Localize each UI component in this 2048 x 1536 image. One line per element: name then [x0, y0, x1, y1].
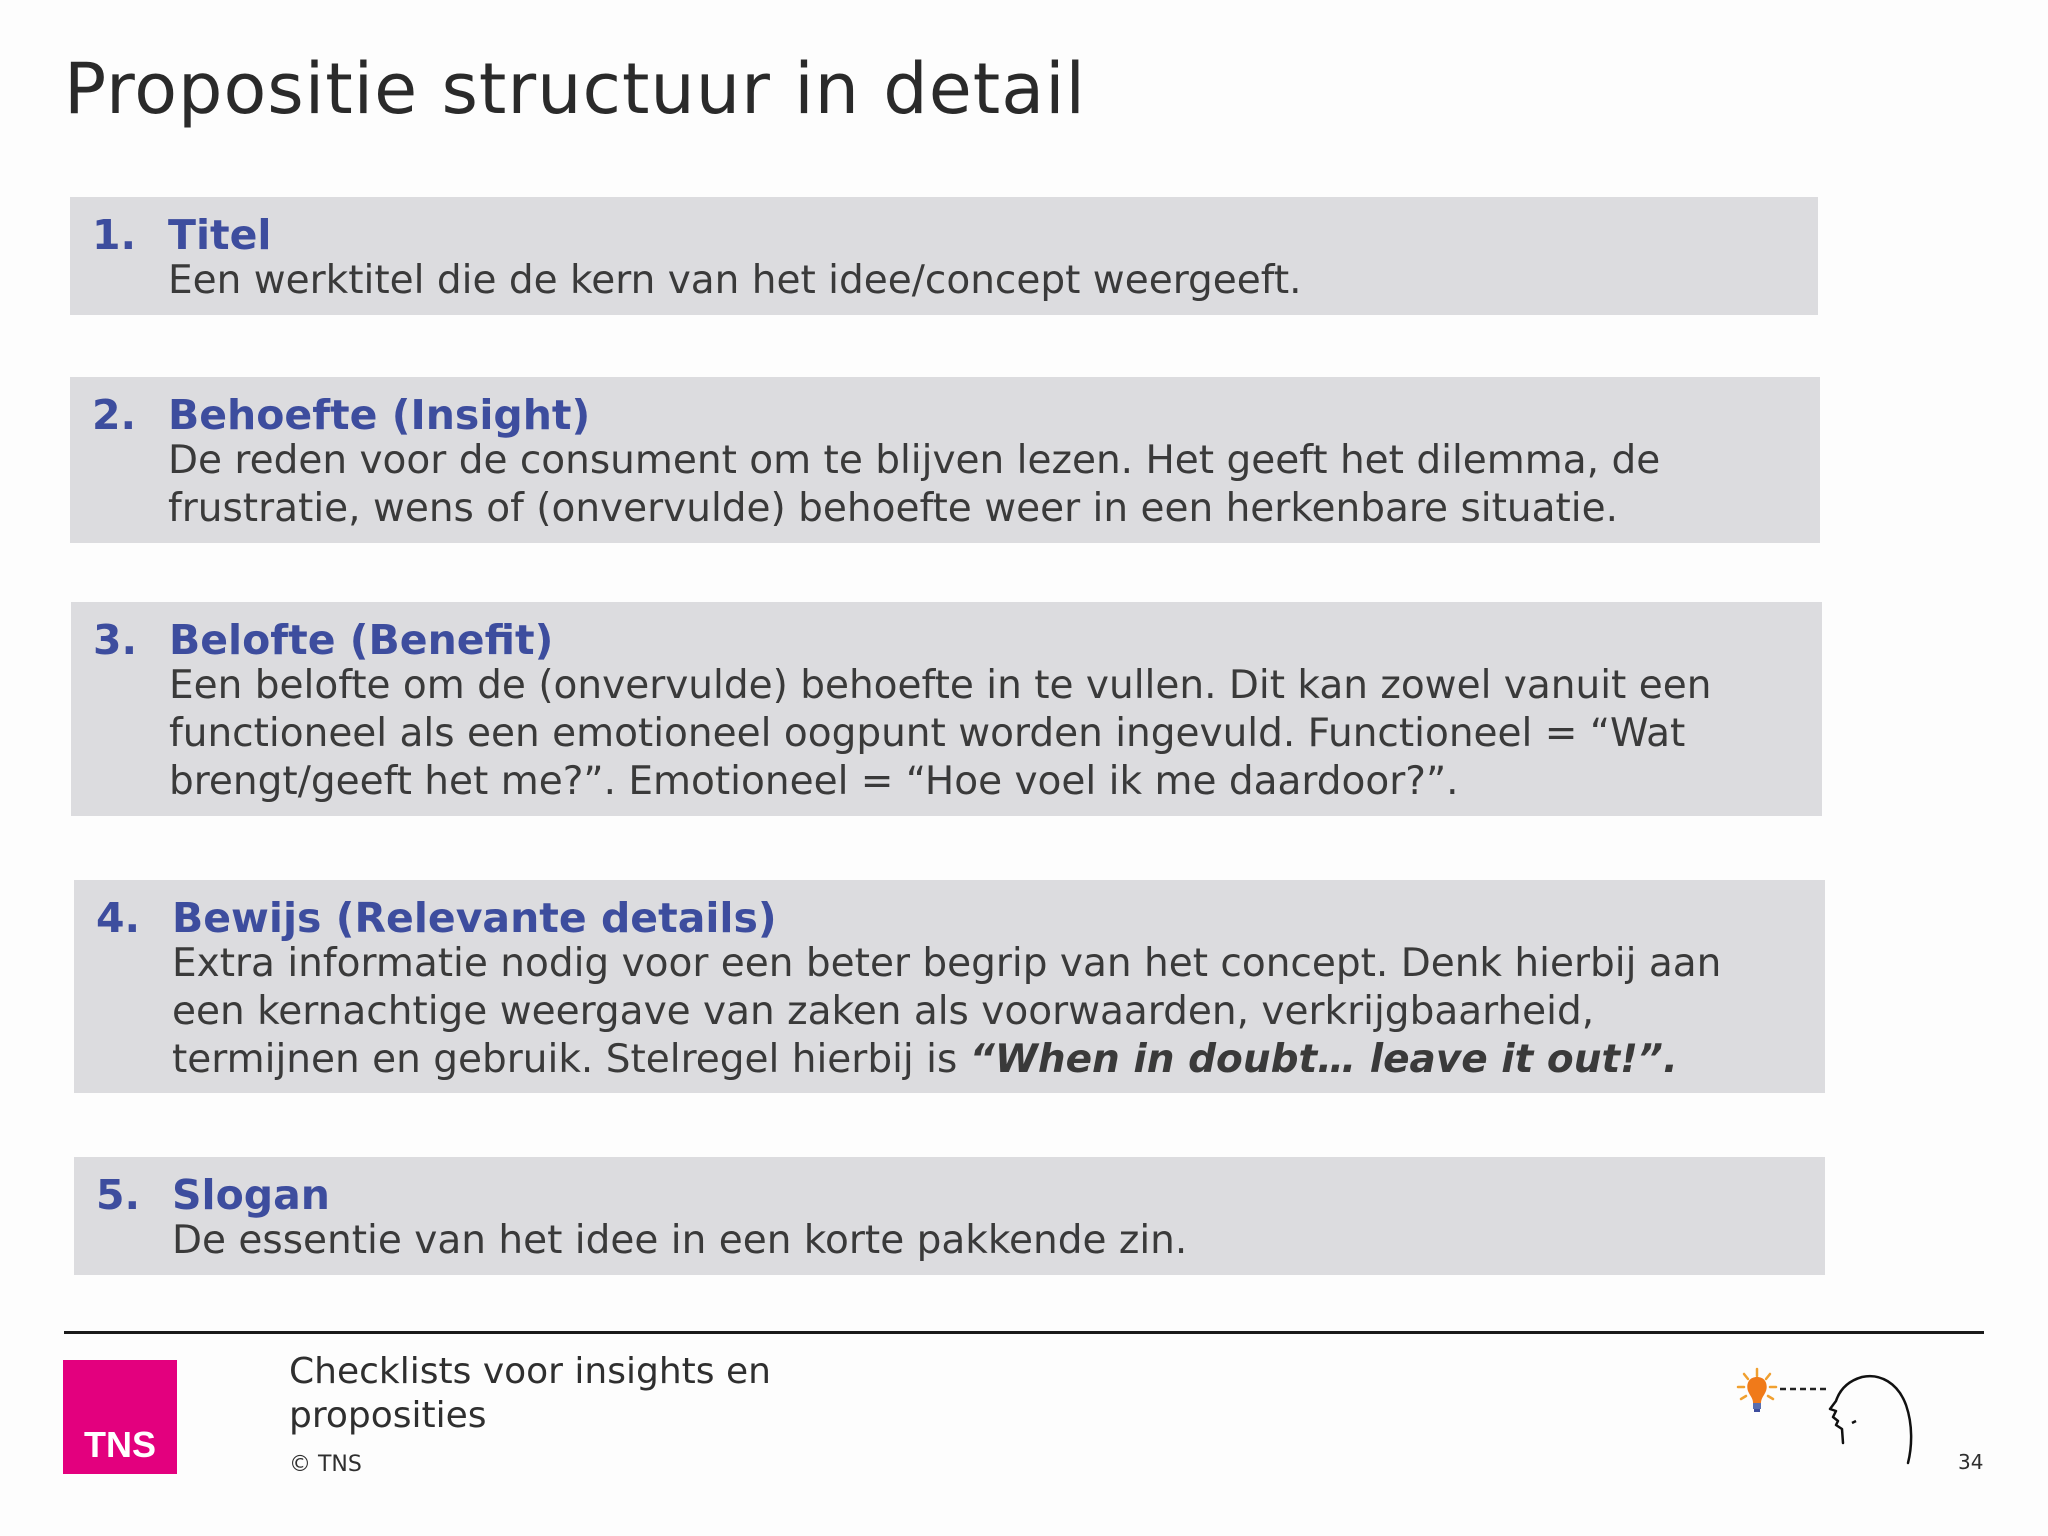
page-title: Propositie structuur in detail	[64, 48, 1086, 130]
section-heading: Titel	[168, 211, 272, 259]
tns-logo	[63, 1360, 177, 1474]
section-number: 3.	[93, 616, 138, 664]
section-number: 1.	[92, 211, 137, 259]
section-body-text: Extra informatie nodig voor een beter begrip van het concept. Denk hierbij aan een kernachtige weergave van zaken als voorwaarden, verkrijgbaarheid, termijnen en gebruik. Stelregel hierbij is	[172, 941, 1722, 1082]
lightbulb-thinking-head-icon	[1730, 1365, 1930, 1465]
section-slogan	[74, 1157, 1825, 1275]
section-heading: Belofte (Benefit)	[169, 616, 554, 664]
section-number: 2.	[92, 391, 137, 439]
section-heading: Slogan	[172, 1171, 330, 1219]
section-heading: Bewijs (Relevante details)	[172, 894, 777, 942]
section-body	[172, 940, 1785, 1084]
section-body: De essentie van het idee in een korte pakkende zin.	[172, 1218, 1188, 1263]
section-title	[70, 197, 1818, 315]
section-number: 4.	[96, 894, 141, 942]
section-number: 5.	[96, 1171, 141, 1219]
section-body-emphasis: “When in doubt… leave it out!”.	[969, 1037, 1678, 1082]
section-proof	[74, 880, 1825, 1093]
logo-text: TNS	[84, 1424, 156, 1465]
section-promise	[71, 602, 1822, 816]
section-body: Een werktitel die de kern van het idee/concept weergeeft.	[168, 258, 1302, 303]
section-need	[70, 377, 1820, 543]
section-body: Een belofte om de (onvervulde) behoefte in te vullen. Dit kan zowel vanuit een functioneel als een emotioneel oogpunt worden ingevuld. Functioneel = “Wat brengt/geeft het me?”. Emotioneel = “Hoe voel ik me daardoor?”.	[169, 663, 1712, 804]
footer-caption: Checklists voor insights en proposities	[289, 1351, 771, 1436]
page-number: 34	[1958, 1450, 1984, 1474]
copyright: © TNS	[289, 1452, 362, 1477]
footer-divider	[64, 1331, 1984, 1334]
section-body: De reden voor de consument om te blijven lezen. Het geeft het dilemma, de frustratie, wens of (onvervulde) behoefte weer in een herkenbare situatie.	[168, 438, 1661, 531]
section-heading: Behoefte (Insight)	[168, 391, 591, 439]
